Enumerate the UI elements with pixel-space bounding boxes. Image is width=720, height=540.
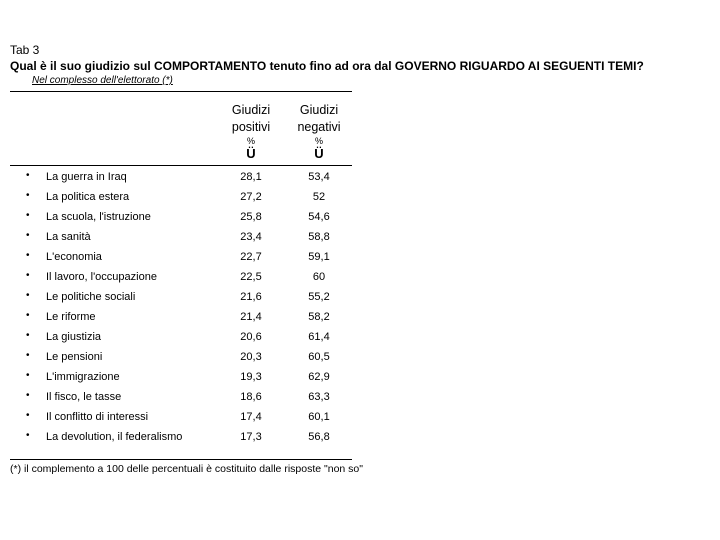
bullet-icon: • <box>26 310 30 321</box>
row-positive-value: 22,5 <box>240 271 262 283</box>
bullet-icon: • <box>26 330 30 341</box>
table-row <box>0 387 400 407</box>
bullet-icon: • <box>26 230 30 241</box>
row-positive-value: 28,1 <box>240 171 262 183</box>
row-topic: Le pensioni <box>46 351 103 363</box>
table-row <box>0 367 400 387</box>
row-positive-value: 19,3 <box>240 371 262 383</box>
row-positive-value: 17,3 <box>240 431 262 443</box>
percent-unit-negative: % <box>314 136 323 146</box>
subtitle: Nel complesso dell'elettorato (*) <box>32 75 173 86</box>
column-header-positive-line1: Giudizi <box>231 103 271 117</box>
bullet-icon: • <box>26 370 30 381</box>
bullet-icon: • <box>26 210 30 221</box>
table-row <box>0 307 400 327</box>
column-header-negative <box>284 102 354 136</box>
row-topic: L'immigrazione <box>46 371 120 383</box>
row-negative-value: 60 <box>312 271 326 283</box>
row-negative-value: 58,8 <box>308 231 330 243</box>
column-header-positive-line2: positivi <box>231 120 271 134</box>
row-positive-value: 27,2 <box>240 191 262 203</box>
bullet-icon: • <box>26 430 30 441</box>
row-positive-value: 20,3 <box>240 351 262 363</box>
row-topic: La devolution, il federalismo <box>46 431 183 443</box>
row-topic: Le politiche sociali <box>46 291 136 303</box>
divider-rule <box>10 165 352 166</box>
table-body <box>0 167 400 447</box>
row-negative-value: 63,3 <box>308 391 330 403</box>
row-negative-value: 54,6 <box>308 211 330 223</box>
column-header-negative-line2: negativi <box>297 120 341 134</box>
bullet-icon: • <box>26 390 30 401</box>
tab-label: Tab 3 <box>10 43 40 57</box>
row-negative-value: 53,4 <box>308 171 330 183</box>
table-row <box>0 227 400 247</box>
thumbs-down-icon: Ü <box>314 146 324 161</box>
table-row <box>0 267 400 287</box>
row-negative-value: 61,4 <box>308 331 330 343</box>
row-topic: Il lavoro, l'occupazione <box>46 271 157 283</box>
table-row <box>0 207 400 227</box>
row-negative-value: 62,9 <box>308 371 330 383</box>
row-positive-value: 25,8 <box>240 211 262 223</box>
bullet-icon: • <box>26 270 30 281</box>
bullet-icon: • <box>26 410 30 421</box>
row-positive-value: 18,6 <box>240 391 262 403</box>
table-row <box>0 167 400 187</box>
bullet-icon: • <box>26 290 30 301</box>
table-row <box>0 287 400 307</box>
table-row <box>0 347 400 367</box>
row-positive-value: 21,6 <box>240 291 262 303</box>
table-row <box>0 427 400 447</box>
header-rule <box>10 91 352 92</box>
row-positive-value: 21,4 <box>240 311 262 323</box>
row-topic: La guerra in Iraq <box>46 171 127 183</box>
row-negative-value: 52 <box>312 191 326 203</box>
row-negative-value: 58,2 <box>308 311 330 323</box>
bullet-icon: • <box>26 350 30 361</box>
row-positive-value: 22,7 <box>240 251 262 263</box>
question-title: Qual è il suo giudizio sul COMPORTAMENTO tenuto fino ad ora dal GOVERNO RIGUARDO AI SEGUENTI TEMI? <box>10 59 644 73</box>
row-negative-value: 55,2 <box>308 291 330 303</box>
table-row <box>0 327 400 347</box>
table-row <box>0 187 400 207</box>
row-topic: La politica estera <box>46 191 130 203</box>
row-topic: La giustizia <box>46 331 102 343</box>
bottom-rule <box>10 459 352 460</box>
row-positive-value: 17,4 <box>240 411 262 423</box>
row-negative-value: 59,1 <box>308 251 330 263</box>
row-topic: Le riforme <box>46 311 96 323</box>
bullet-icon: • <box>26 170 30 181</box>
row-topic: Il conflitto di interessi <box>46 411 149 423</box>
row-negative-value: 56,8 <box>308 431 330 443</box>
footnote: (*) il complemento a 100 delle percentuali è costituito dalle risposte "non so" <box>10 463 363 475</box>
column-header-positive <box>216 102 286 136</box>
row-negative-value: 60,1 <box>308 411 330 423</box>
table-row <box>0 247 400 267</box>
bullet-icon: • <box>26 190 30 201</box>
row-topic: La scuola, l'istruzione <box>46 211 151 223</box>
row-negative-value: 60,5 <box>308 351 330 363</box>
column-header-negative-line1: Giudizi <box>299 103 339 117</box>
row-positive-value: 23,4 <box>240 231 262 243</box>
row-positive-value: 20,6 <box>240 331 262 343</box>
bullet-icon: • <box>26 250 30 261</box>
table-row <box>0 407 400 427</box>
row-topic: L'economia <box>46 251 102 263</box>
thumbs-up-icon: Ü <box>246 146 256 161</box>
row-topic: Il fisco, le tasse <box>46 391 122 403</box>
row-topic: La sanità <box>46 231 91 243</box>
percent-unit-positive: % <box>246 136 255 146</box>
